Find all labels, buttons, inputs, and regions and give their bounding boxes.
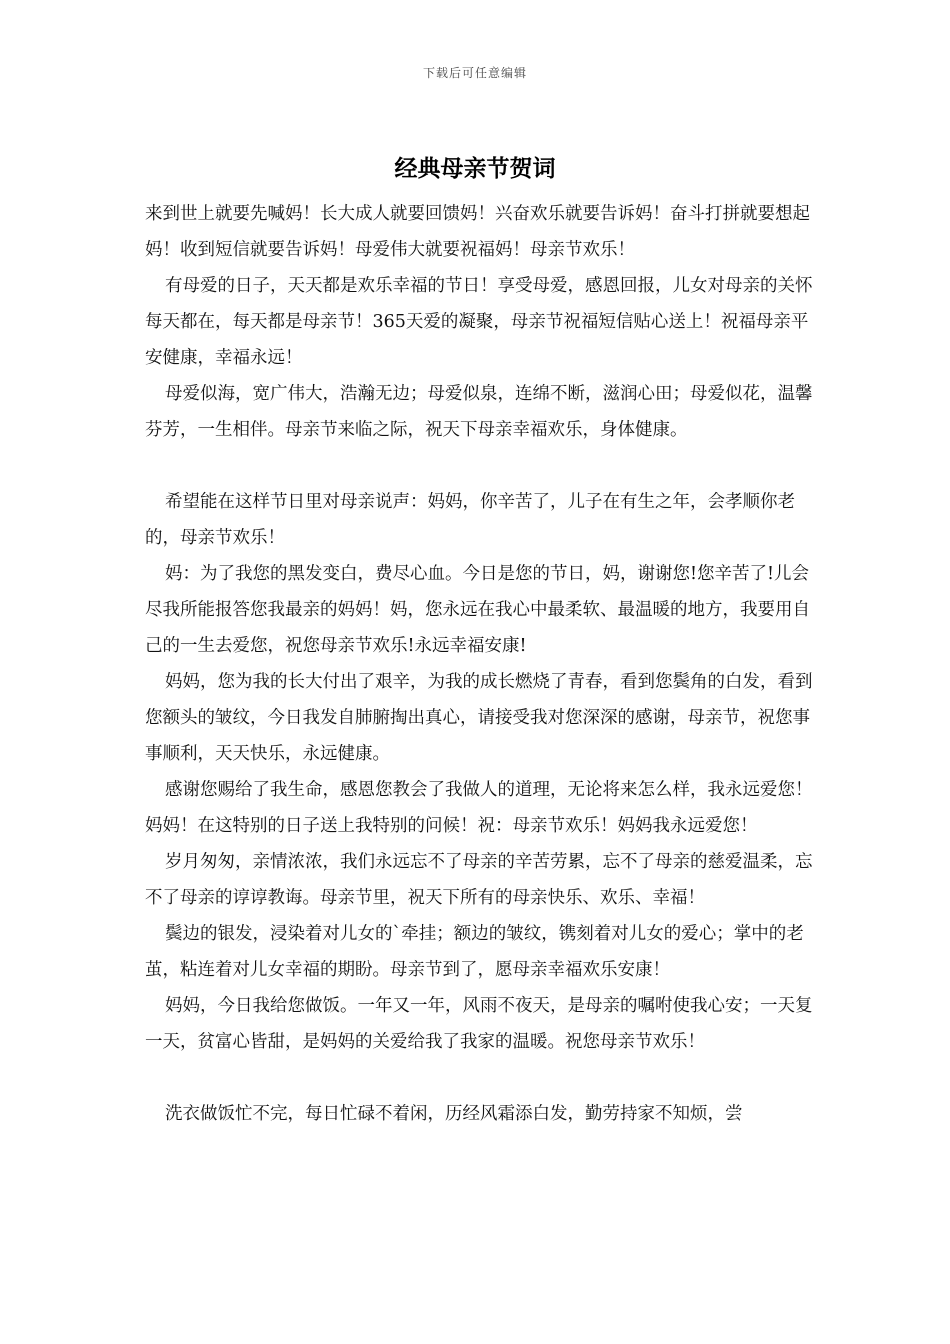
- document-body: [145, 196, 825, 1132]
- paragraph-1: 来到世上就要先喊妈！长大成人就要回馈妈！兴奋欢乐就要告诉妈！奋斗打拼就要想起妈！收到短信就要告诉妈！母爱伟大就要祝福妈！母亲节欢乐！: [145, 204, 810, 260]
- paragraph-2: 有母爱的日子，天天都是欢乐幸福的节日！享受母爱，感恩回报，儿女对母亲的关怀每天都在，每天都是母亲节！365天爱的凝聚，母亲节祝福短信贴心送上！祝福母亲平安健康，幸福永远！: [145, 276, 813, 368]
- page-header: 下载后可任意编辑: [422, 66, 527, 80]
- paragraph-5: 妈：为了我您的黑发变白，费尽心血。今日是您的节日，妈，谢谢您!您辛苦了!儿会尽我所能报答您我最亲的妈妈！妈，您永远在我心中最柔软、最温暖的地方，我要用自己的一生去爱您，祝您母亲节欢乐!永远幸福安康!: [145, 564, 810, 656]
- paragraph-8: 岁月匆匆，亲情浓浓，我们永远忘不了母亲的辛苦劳累，忘不了母亲的慈爱温柔，忘不了母亲的谆谆教诲。母亲节里，祝天下所有的母亲快乐、欢乐、幸福！: [145, 852, 813, 908]
- paragraph-9: 鬓边的银发，浸染着对儿女的`牵挂；额边的皱纹，镌刻着对儿女的爱心；掌中的老茧，粘连着对儿女幸福的期盼。母亲节到了，愿母亲幸福欢乐安康！: [145, 924, 804, 980]
- paragraph-4: 希望能在这样节日里对母亲说声：妈妈，你辛苦了，儿子在有生之年，会孝顺你老的，母亲节欢乐！: [145, 492, 795, 548]
- paragraph-11: 洗衣做饭忙不完，每日忙碌不着闲，历经风霜添白发，勤劳持家不知烦，尝: [165, 1104, 743, 1124]
- paragraph-6: 妈妈，您为我的长大付出了艰辛，为我的成长燃烧了青春，看到您鬓角的白发，看到您额头的皱纹，今日我发自肺腑掏出真心，请接受我对您深深的感谢，母亲节，祝您事事顺利，天天快乐，永远健康。: [145, 672, 813, 764]
- document-title: 经典母亲节贺词: [394, 155, 556, 182]
- paragraph-10: 妈妈，今日我给您做饭。一年又一年，风雨不夜天，是母亲的嘱咐使我心安；一天复一天，贫富心皆甜，是妈妈的关爱给我了我家的温暖。祝您母亲节欢乐！: [145, 996, 813, 1052]
- paragraph-3: 母爱似海，宽广伟大，浩瀚无边；母爱似泉，连绵不断，滋润心田；母爱似花，温馨芬芳，一生相伴。母亲节来临之际，祝天下母亲幸福欢乐，身体健康。: [145, 384, 813, 440]
- paragraph-7: 感谢您赐给了我生命，感恩您教会了我做人的道理，无论将来怎么样，我永远爱您！妈妈！在这特别的日子送上我特别的问候！祝：母亲节欢乐！妈妈我永远爱您！: [145, 780, 813, 836]
